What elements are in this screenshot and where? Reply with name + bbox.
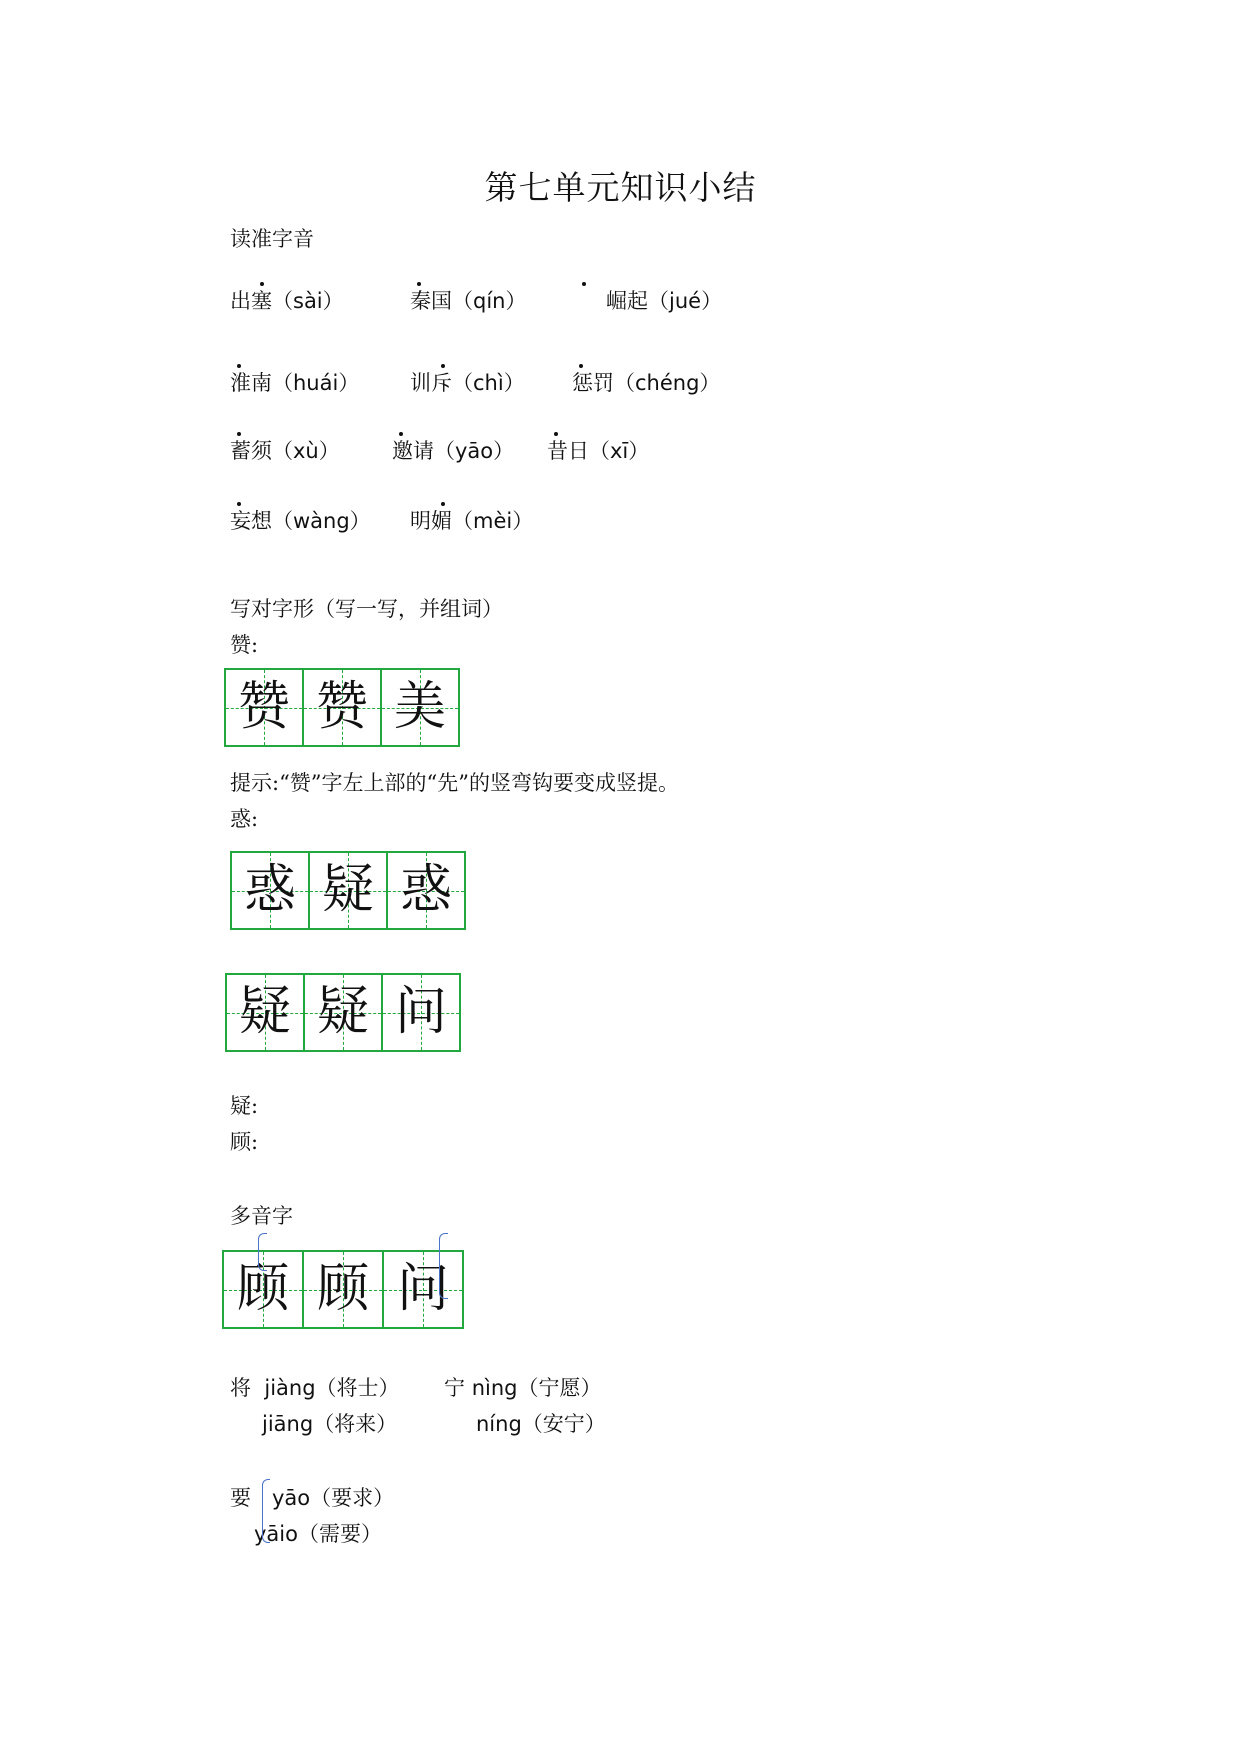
emphasis-dot: [399, 432, 403, 436]
grid-cell: 惑: [388, 853, 464, 928]
grid-cell: 赞: [304, 670, 382, 745]
brace-mark: [262, 1479, 270, 1543]
pron-item: 崛起（jué）: [606, 289, 723, 313]
pron-item: 明媚（mèi）: [410, 509, 534, 533]
label-zan: 赞:: [230, 633, 259, 657]
grid-cell: 疑: [305, 975, 383, 1050]
polyphonic-ning-1: 宁 nìng（宁愿）: [444, 1376, 602, 1400]
page-title: 第七单元知识小结: [484, 168, 757, 207]
emphasis-dot: [417, 282, 421, 286]
pron-item: 昔日（xī）: [547, 439, 650, 463]
pron-item: 出塞（sài）: [230, 289, 344, 313]
grid-cell: 问: [384, 1252, 462, 1327]
grid-cell: 赞: [226, 670, 304, 745]
grid-cell: 惑: [232, 853, 310, 928]
pron-item: 妄想（wàng）: [230, 509, 371, 533]
label-gu: 顾:: [230, 1130, 259, 1154]
emphasis-dot: [237, 432, 241, 436]
grid-cell: 问: [383, 975, 459, 1050]
emphasis-dot: [554, 432, 558, 436]
polyphonic-yao-1: yāo（要求）: [272, 1486, 395, 1510]
grid-cell: 美: [382, 670, 458, 745]
section-writing: 写对字形（写一写，并组词）: [230, 597, 503, 621]
emphasis-dot: [260, 282, 264, 286]
grid-cell: 疑: [227, 975, 305, 1050]
writing-grid-zan: [224, 668, 460, 747]
polyphonic-jiang-2: jiāng（将来）: [262, 1412, 398, 1436]
writing-grid-yi: [225, 973, 461, 1052]
writing-grid-huo: [230, 851, 466, 930]
grid-cell: 疑: [310, 853, 388, 928]
emphasis-dot: [579, 364, 583, 368]
pron-item: 蓄须（xù）: [230, 439, 340, 463]
emphasis-dot: [441, 364, 445, 368]
grid-cell: 顾: [304, 1252, 384, 1327]
section-pronunciation: 读准字音: [230, 227, 314, 251]
polyphonic-ning-2: níng（安宁）: [476, 1412, 606, 1436]
pron-item: 秦国（qín）: [410, 289, 527, 313]
polyphonic-jiang-1: 将 jiàng（将士）: [230, 1376, 400, 1400]
hint-text: 提示:“赞”字左上部的“先”的竖弯钩要变成竖提。: [230, 771, 680, 795]
label-yi: 疑:: [230, 1094, 259, 1118]
pron-item: 邀请（yāo）: [392, 439, 515, 463]
emphasis-dot: [237, 364, 241, 368]
label-huo: 惑:: [230, 807, 259, 831]
pron-item: 惩罚（chéng）: [572, 371, 721, 395]
grid-cell: 顾: [224, 1252, 304, 1327]
emphasis-dot: [441, 502, 445, 506]
section-polyphonic: 多音字: [230, 1204, 293, 1228]
polyphonic-yao-char: 要: [230, 1486, 251, 1510]
brace-mark: [258, 1233, 267, 1271]
emphasis-dot: [582, 282, 586, 286]
pron-item: 训斥（chì）: [410, 371, 525, 395]
brace-mark: [439, 1233, 448, 1299]
polyphonic-yao-2: yāio（需要）: [254, 1522, 382, 1546]
emphasis-dot: [237, 502, 241, 506]
pron-item: 淮南（huái）: [230, 371, 360, 395]
